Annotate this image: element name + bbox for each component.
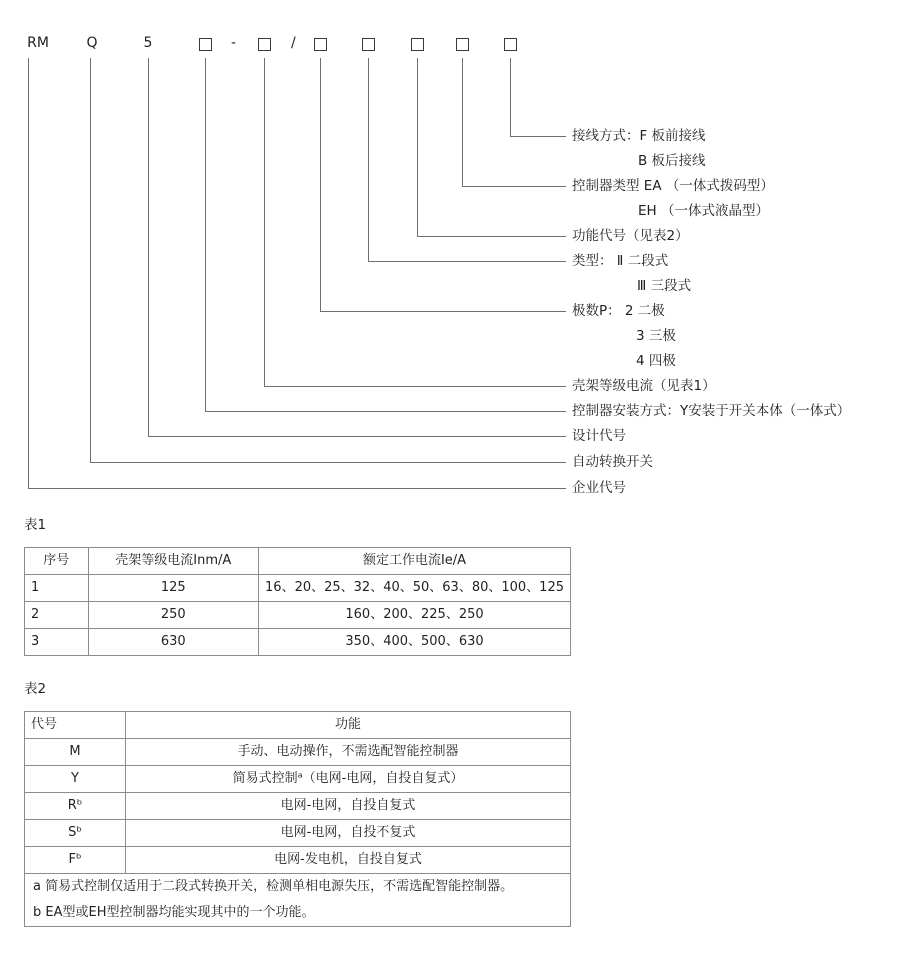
annotation-frame-current: 壳架等级电流（见表1）	[572, 378, 716, 394]
leader-line-enterprise-code-vertical	[28, 58, 29, 489]
table-row	[25, 847, 571, 874]
table-row-note	[25, 900, 571, 927]
annotation-ats: 自动转换开关	[572, 454, 653, 470]
table2-r4-c1: 电网-发电机，自投自复式	[126, 847, 571, 874]
code-segment-5: 5	[143, 35, 153, 51]
code-box-6	[456, 38, 469, 51]
table2-r1-c1: 简易式控制ᵃ（电网-电网，自投自复式）	[126, 766, 571, 793]
leader-line-controller-type-vertical	[462, 58, 463, 187]
annotation-poles-line1: 极数P： 2 二极	[572, 303, 665, 319]
annotation-function-code: 功能代号（见表2）	[572, 228, 689, 244]
table1-header-1: 壳架等级电流Inm/A	[88, 548, 259, 575]
annotation-enterprise-code: 企业代号	[572, 480, 626, 496]
table-row	[25, 739, 571, 766]
annotation-wiring-line1: 接线方式：F 板前接线	[572, 128, 706, 144]
annotation-design-code: 设计代号	[572, 428, 626, 444]
table2	[24, 711, 571, 927]
annotation-type-line1: 类型： Ⅱ 二段式	[572, 253, 669, 269]
code-box-4	[362, 38, 375, 51]
table-row-note	[25, 874, 571, 901]
table-row	[25, 602, 571, 629]
code-separator-dash: -	[231, 35, 237, 51]
leader-line-enterprise-code-horizontal	[28, 488, 566, 489]
table1-header-2: 额定工作电流Ie/A	[259, 548, 571, 575]
leader-line-function-code-vertical	[417, 58, 418, 237]
table1-r0-c0: 1	[25, 575, 89, 602]
table-row-header	[25, 712, 571, 739]
table-row-header	[25, 548, 571, 575]
table2-r2-c1: 电网-电网，自投自复式	[126, 793, 571, 820]
table1-r1-c1: 250	[88, 602, 259, 629]
table2-caption: 表2	[24, 681, 47, 697]
leader-line-design-code-horizontal	[148, 436, 566, 437]
annotation-poles-line2: 3 三极	[636, 328, 676, 344]
table2-note-a: a 简易式控制仅适用于二段式转换开关，检测单相电源失压，不需选配智能控制器。	[25, 874, 571, 901]
code-box-5	[411, 38, 424, 51]
table1-r1-c2: 160、200、225、250	[259, 602, 571, 629]
table-row	[25, 766, 571, 793]
leader-line-function-code-horizontal	[417, 236, 566, 237]
table1-r2-c0: 3	[25, 629, 89, 656]
code-separator-slash: /	[291, 35, 296, 51]
table-row	[25, 820, 571, 847]
table-row	[25, 575, 571, 602]
code-segment-q: Q	[86, 35, 98, 51]
code-box-7	[504, 38, 517, 51]
table2-r4-c0: Fᵇ	[25, 847, 126, 874]
table2-header-1: 功能	[126, 712, 571, 739]
annotation-type-line2: Ⅲ 三段式	[637, 278, 692, 294]
annotation-poles-line3: 4 四极	[636, 353, 676, 369]
leader-line-ats-vertical	[90, 58, 91, 463]
leader-line-type-horizontal	[368, 261, 566, 262]
table2-r3-c1: 电网-电网，自投不复式	[126, 820, 571, 847]
leader-line-ats-horizontal	[90, 462, 566, 463]
code-box-3	[314, 38, 327, 51]
leader-line-controller-mount-vertical	[205, 58, 206, 412]
table1-r1-c0: 2	[25, 602, 89, 629]
annotation-controller-type-line1: 控制器类型 EA （一体式拨码型）	[572, 178, 774, 194]
table-row	[25, 629, 571, 656]
code-box-2	[258, 38, 271, 51]
annotation-controller-type-line2: EH （一体式液晶型）	[638, 203, 769, 219]
table2-r3-c0: Sᵇ	[25, 820, 126, 847]
table1-r0-c2: 16、20、25、32、40、50、63、80、100、125	[259, 575, 571, 602]
leader-line-frame-current-vertical	[264, 58, 265, 387]
annotation-controller-mount: 控制器安装方式：Y安装于开关本体（一体式）	[572, 403, 851, 419]
table1-r0-c1: 125	[88, 575, 259, 602]
table2-r1-c0: Y	[25, 766, 126, 793]
code-box-1	[199, 38, 212, 51]
table1	[24, 547, 571, 656]
code-segment-rm: RM	[27, 35, 49, 51]
leader-line-wiring-vertical	[510, 58, 511, 137]
leader-line-poles-vertical	[320, 58, 321, 312]
leader-line-controller-mount-horizontal	[205, 411, 566, 412]
leader-line-poles-horizontal	[320, 311, 566, 312]
table2-r0-c1: 手动、电动操作，不需选配智能控制器	[126, 739, 571, 766]
leader-line-frame-current-horizontal	[264, 386, 566, 387]
leader-line-wiring-horizontal	[510, 136, 566, 137]
leader-line-type-vertical	[368, 58, 369, 262]
leader-line-controller-type-horizontal	[462, 186, 566, 187]
table2-r0-c0: M	[25, 739, 126, 766]
table-row	[25, 793, 571, 820]
annotation-wiring-line2: B 板后接线	[638, 153, 706, 169]
table1-r2-c1: 630	[88, 629, 259, 656]
table1-header-0: 序号	[25, 548, 89, 575]
table1-r2-c2: 350、400、500、630	[259, 629, 571, 656]
table2-header-0: 代号	[25, 712, 126, 739]
table2-r2-c0: Rᵇ	[25, 793, 126, 820]
leader-line-design-code-vertical	[148, 58, 149, 437]
table2-note-b: b EA型或EH型控制器均能实现其中的一个功能。	[25, 900, 571, 927]
table1-caption: 表1	[24, 517, 47, 533]
